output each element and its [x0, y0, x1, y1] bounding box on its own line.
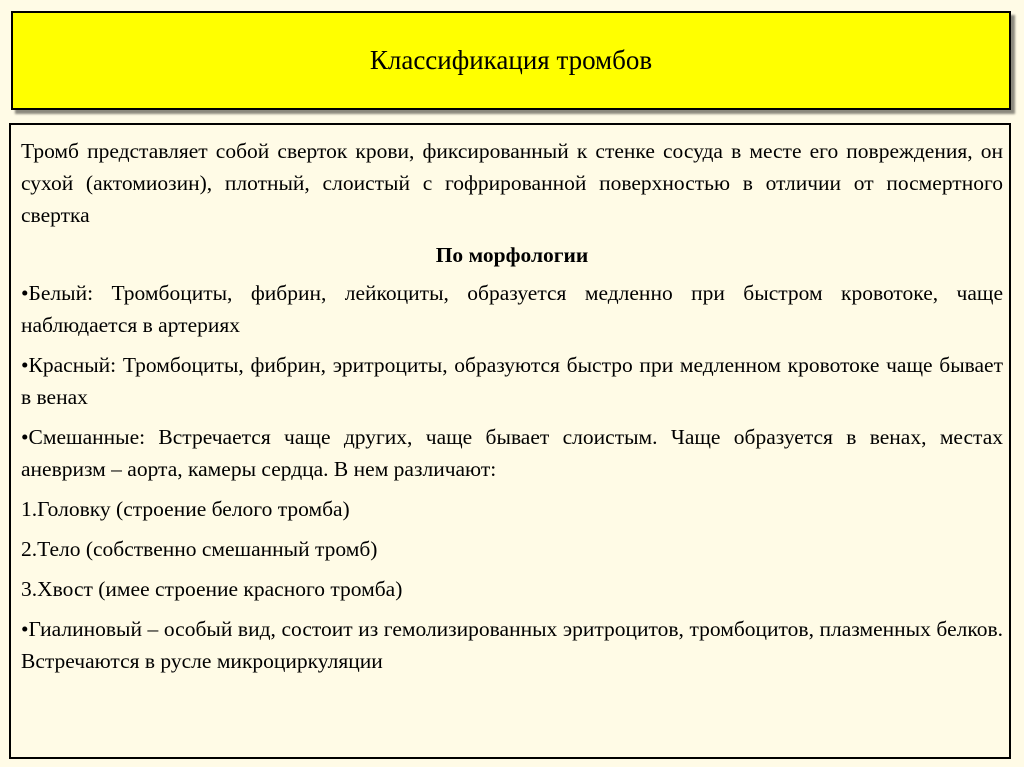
- mixed-part-tail: 3.Хвост (имее строение красного тромба): [21, 577, 403, 601]
- mixed-thrombus-item: •Смешанные: Встречается чаще других, чаще бывает слоистым. Чаще образуется в венах, местах аневризм – аорта, камеры сердца. В нем различают:: [21, 425, 1003, 481]
- white-thrombus-item: •Белый: Тромбоциты, фибрин, лейкоциты, образуется медленно при быстром кровотоке, чаще наблюдается в артериях: [21, 281, 1003, 337]
- slide-title: Классификация тромбов: [369, 45, 653, 75]
- hyaline-thrombus-item: •Гиалиновый – особый вид, состоит из гемолизированных эритроцитов, тромбоцитов, плазменных белков. Встречаются в русле микроциркуляции: [21, 617, 1003, 673]
- morphology-heading: По морфологии: [435, 243, 589, 267]
- red-thrombus-item: •Красный: Тромбоциты, фибрин, эритроциты, образуются быстро при медленном кровотоке чаще бывает в венах: [21, 353, 1003, 409]
- intro-paragraph: Тромб представляет собой сверток крови, фиксированный к стенке сосуда в месте его повреждения, он сухой (актомиозин), плотный, слоистый с гофрированной поверхностью в отличии от посмертного свертка: [21, 139, 1003, 227]
- title-banner: [11, 11, 1011, 110]
- mixed-part-head: 1.Головку (строение белого тромба): [21, 497, 350, 521]
- mixed-part-body: 2.Тело (собственно смешанный тромб): [21, 537, 378, 561]
- content-panel: [9, 123, 1011, 759]
